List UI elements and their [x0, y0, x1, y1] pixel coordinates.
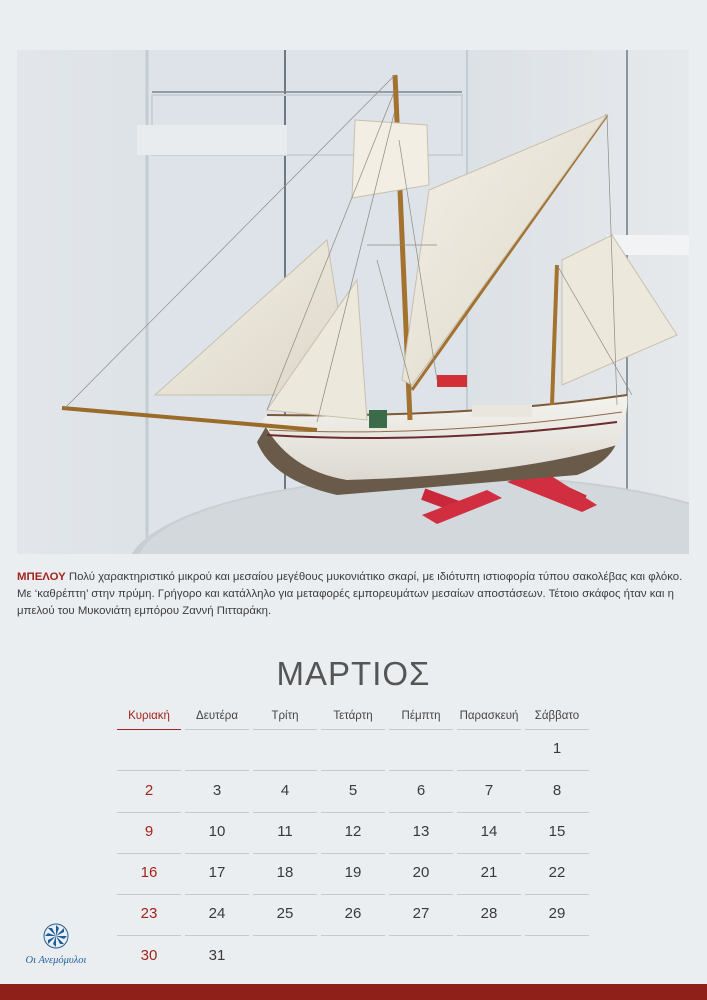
weekday-header: Τετάρτη	[333, 710, 373, 722]
boat-caption	[17, 569, 693, 620]
row-divider	[117, 770, 181, 771]
row-divider	[389, 894, 453, 895]
row-divider	[185, 812, 249, 813]
day-cell: 23	[140, 905, 158, 922]
day-cell: 26	[344, 905, 362, 922]
day-cell: 13	[412, 823, 430, 840]
row-divider	[457, 894, 521, 895]
row-divider	[321, 853, 385, 854]
row-divider	[253, 812, 317, 813]
day-cell: 20	[412, 864, 430, 881]
day-cell: 25	[276, 905, 294, 922]
weekday-header: Πέμπτη	[401, 710, 441, 722]
ship-model-photo	[17, 50, 689, 554]
row-divider	[321, 894, 385, 895]
day-cell: 24	[208, 905, 226, 922]
row-divider	[117, 935, 181, 936]
day-cell: 15	[548, 823, 566, 840]
row-divider	[321, 770, 385, 771]
day-cell: 28	[480, 905, 498, 922]
row-divider	[389, 853, 453, 854]
row-divider	[185, 770, 249, 771]
row-divider	[525, 894, 589, 895]
row-divider	[117, 812, 181, 813]
weekday-underline	[321, 729, 385, 730]
row-divider	[525, 853, 589, 854]
row-divider	[457, 935, 521, 936]
row-divider	[253, 770, 317, 771]
row-divider	[525, 935, 589, 936]
day-cell: 5	[348, 782, 358, 799]
day-cell: 17	[208, 864, 226, 881]
weekday-underline	[525, 729, 589, 730]
weekday-underline	[457, 729, 521, 730]
day-cell: 9	[144, 823, 154, 840]
row-divider	[117, 894, 181, 895]
day-cell: 22	[548, 864, 566, 881]
day-cell: 21	[480, 864, 498, 881]
day-cell: 18	[276, 864, 294, 881]
row-divider	[321, 935, 385, 936]
day-cell: 1	[552, 740, 562, 757]
day-cell: 7	[484, 782, 494, 799]
day-cell: 6	[416, 782, 426, 799]
row-divider	[253, 935, 317, 936]
day-cell: 29	[548, 905, 566, 922]
weekday-header: Σάββατο	[534, 710, 580, 722]
day-cell: 14	[480, 823, 498, 840]
publisher-logo	[24, 923, 88, 971]
logo-name: Οι Ανεμόμυλοι	[25, 955, 87, 966]
windmill-logo-icon	[43, 923, 69, 949]
month-title: ΜΑΡΤΙΟΣ	[276, 655, 431, 692]
row-divider	[253, 894, 317, 895]
day-cell: 2	[144, 782, 154, 799]
weekday-underline	[185, 729, 249, 730]
weekday-header: Παρασκευή	[459, 710, 519, 722]
day-cell: 27	[412, 905, 430, 922]
weekday-header: Δευτέρα	[196, 710, 238, 722]
row-divider	[389, 812, 453, 813]
day-cell: 16	[140, 864, 158, 881]
row-divider	[457, 853, 521, 854]
row-divider	[117, 853, 181, 854]
weekday-header: Τρίτη	[271, 710, 299, 722]
row-divider	[389, 935, 453, 936]
row-divider	[525, 770, 589, 771]
weekday-underline	[389, 729, 453, 730]
boat-description: Πολύ χαρακτηριστικό μικρού και μεσαίου μεγέθους μυκονιάτικο σκαρί, με ιδιότυπη ιστιοφορία τύπου σακολέβας και φλόκο. Με ‘καθρέπτη’ στην πρύμη. Γρήγορο και κατάλληλο για μεταφορές εμπορευμάτων μεσαίων αποστάσεων. Τέτοιο σκάφος ήταν και η μπελού του Μυκονιάτη εμπόρου Ζαννή Πιτταράκη.	[17, 571, 683, 617]
day-cell: 8	[552, 782, 562, 799]
day-cell: 19	[344, 864, 362, 881]
day-cell: 12	[344, 823, 362, 840]
row-divider	[321, 812, 385, 813]
row-divider	[185, 853, 249, 854]
row-divider	[389, 770, 453, 771]
day-cell: 30	[140, 947, 158, 964]
row-divider	[185, 894, 249, 895]
row-divider	[525, 812, 589, 813]
boat-name: ΜΠΕΛΟΥ	[17, 571, 66, 583]
day-cell: 3	[212, 782, 222, 799]
day-cell: 10	[208, 823, 226, 840]
weekday-underline	[117, 729, 181, 730]
weekday-header: Κυριακή	[128, 710, 170, 722]
day-cell: 4	[280, 782, 290, 799]
bottom-bar	[0, 984, 707, 1000]
row-divider	[457, 770, 521, 771]
day-cell: 11	[277, 823, 293, 840]
weekday-underline	[253, 729, 317, 730]
row-divider	[185, 935, 249, 936]
day-cell: 31	[208, 947, 226, 964]
row-divider	[457, 812, 521, 813]
row-divider	[253, 853, 317, 854]
